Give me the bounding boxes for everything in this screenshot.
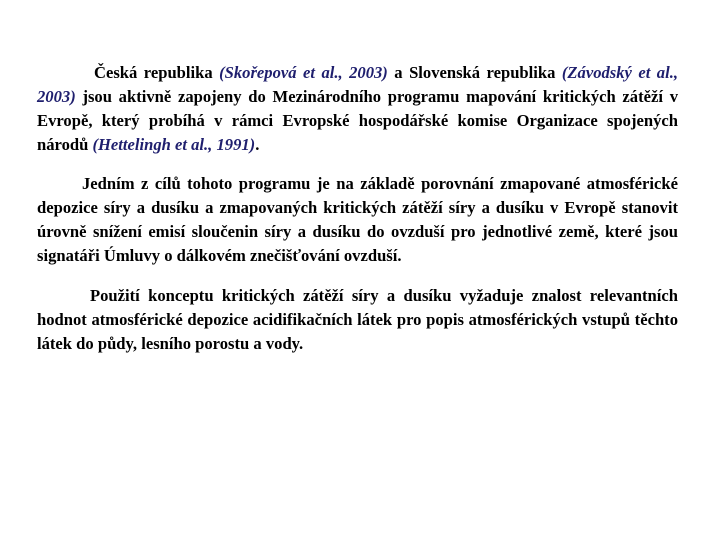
paragraph-3	[37, 284, 678, 356]
paragraph-2	[37, 172, 678, 268]
text-segment: Použití konceptu kritických zátěží síry a dusíku vyžaduje znalost relevantních hodnot atmosférické depozice acidifikačních látek pro popis atmosférických vstupů těchto látek do půdy, lesního porostu a vody.	[37, 286, 678, 353]
citation-hettelingh: (Hettelingh et al., 1991)	[92, 135, 256, 154]
citation-skorepova: (Skořepová et al., 2003)	[219, 63, 388, 82]
citation-zavodsky: (Závodský et al., 2003)	[37, 63, 679, 106]
text-segment: jsou aktivně zapojeny do Mezinárodního programu mapování kritických zátěží v Evropě, který probíhá v rámci Evropské hospodářské komise Organizace spojených národů	[37, 87, 678, 154]
text-segment: Česká republika	[94, 63, 220, 82]
text-segment: Jedním z cílů tohoto programu je na základě porovnání zmapované atmosférické depozice síry a dusíku a zmapovaných kritických zátěží síry a dusíku v Evropě stanovit úrovně snížení emisí sloučenin síry a dusíku do ovzduší pro jednotlivé země, které jsou signatáři Úmluvy o dálkovém znečišťování ovzduší.	[37, 174, 678, 265]
paragraph-1	[37, 61, 678, 157]
text-segment: a Slovenská republika	[387, 63, 562, 82]
text-segment: .	[255, 135, 260, 154]
